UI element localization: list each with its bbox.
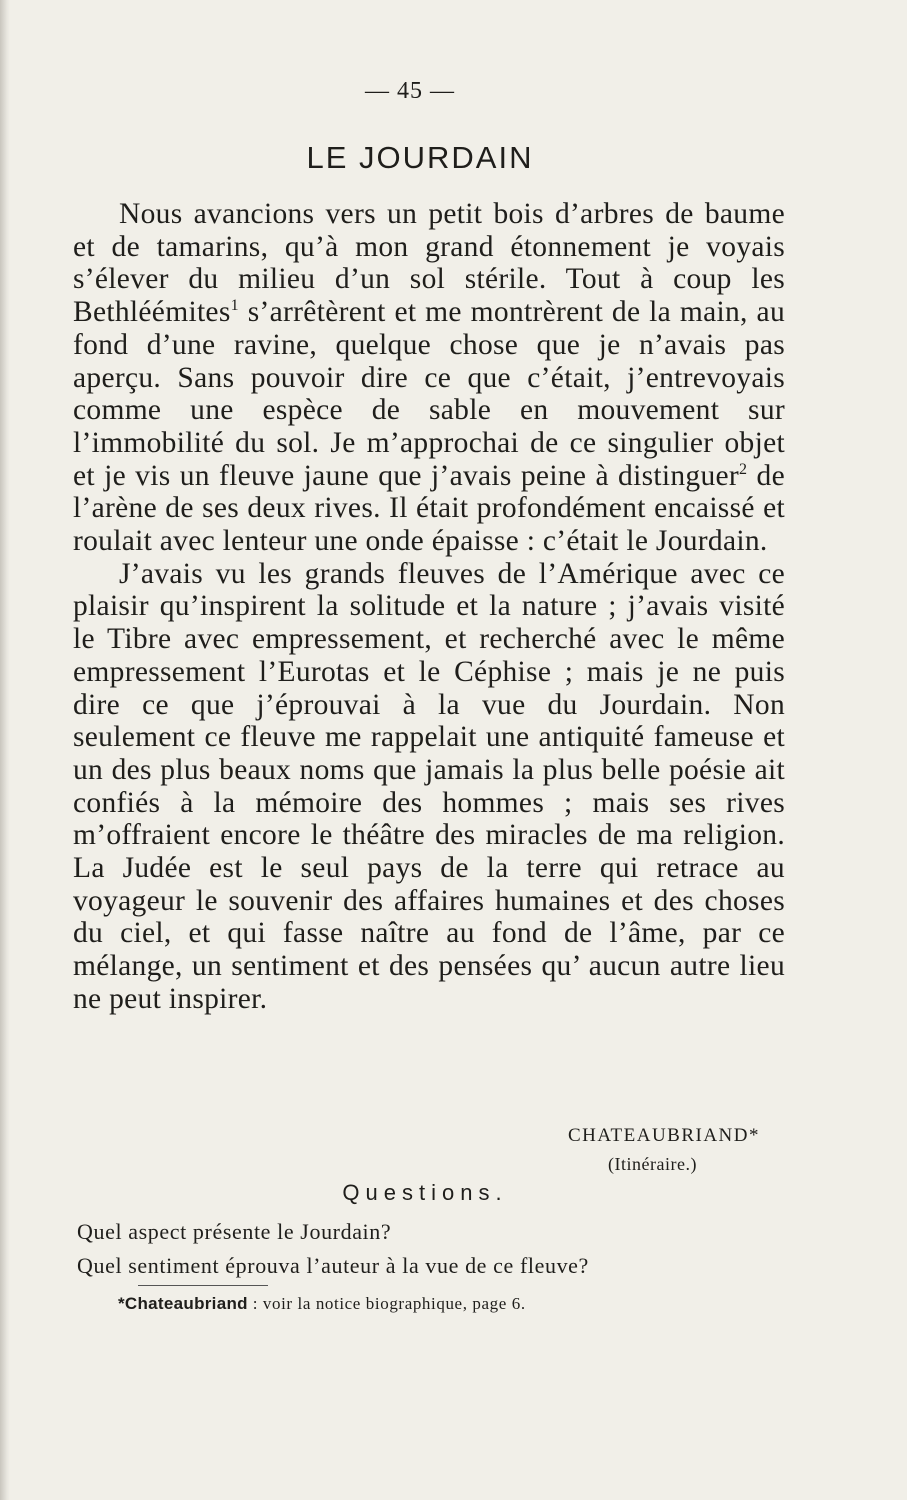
author-attribution: CHATEAUBRIAND* (568, 1125, 760, 1146)
work-title: (Itinéraire.) (608, 1154, 697, 1174)
questions-heading: Questions. (342, 1180, 508, 1205)
footnote-text: : voir la notice biographique, page 6. (247, 1294, 526, 1313)
passage (73, 198, 785, 1016)
page-edge (0, 0, 10, 1500)
footnote-name: *Chateaubriand (118, 1294, 248, 1313)
footnote-divider (138, 1285, 268, 1286)
paragraph-1-part-a: Nous avancions vers un petit bois d’arbres de baume et de tamarins, qu’à mon grand étonnement je voyais s’élever du milieu d’un sol stérile. Tout à coup les Bethléémites (73, 198, 785, 329)
paragraph-1-part-b: s’arrêtèrent et me montrèrent de la main, au fond d’une ravine, quelque chose que je n’avais pas aperçu. Sans pouvoir dire ce que c’était, j’entrevoyais comme une espèce de sable en mouvement sur l’immobilité du sol. Je m’approchai de ce singulier objet et je vis un fleuve jaune que j’avais peine à distinguer (73, 296, 785, 492)
question-item: Quel sentiment éprouva l’auteur à la vue de ce fleuve? (77, 1253, 589, 1278)
page-title: LE JOURDAIN (306, 140, 534, 175)
footnote-ref-2: 2 (739, 460, 748, 478)
paragraph-2: J’avais vu les grands fleuves de l’Amérique avec ce plaisir qu’inspirent la solitude et la nature ; j’avais visité le Tibre avec empressement, et recherché avec le même empressement l’Eurotas et le Céphise ; mais je ne puis dire ce que j’éprouvai à la vue du Jourdain. Non seulement ce fleuve me rappelait une antiquité fameuse et un des plus beaux noms que jamais la plus belle poésie ait confiés à la mémoire des hommes ; mais ses rives m’offraient encore le théâtre des miracles de ma religion. La Judée est le seul pays de la terre qui retrace au voyageur le souvenir des affaires humaines et des choses du ciel, et qui fasse naître au fond de l’âme, par ce mélange, un sentiment et des pensées qu’ aucun autre lieu ne peut inspirer. (73, 557, 785, 1015)
page-number: — 45 — (365, 78, 455, 104)
footnote-ref-1: 1 (230, 297, 239, 315)
footnote (118, 1294, 526, 1314)
question-item: Quel aspect présente le Jourdain? (77, 1219, 392, 1244)
paragraph-1 (73, 198, 785, 558)
questions-list (77, 1215, 797, 1283)
paragraph-1-part-c: de l’arène de ses deux rives. Il était profondément encaissé et roulait avec lenteur une onde épaisse : c’était le Jourdain. (73, 459, 785, 558)
